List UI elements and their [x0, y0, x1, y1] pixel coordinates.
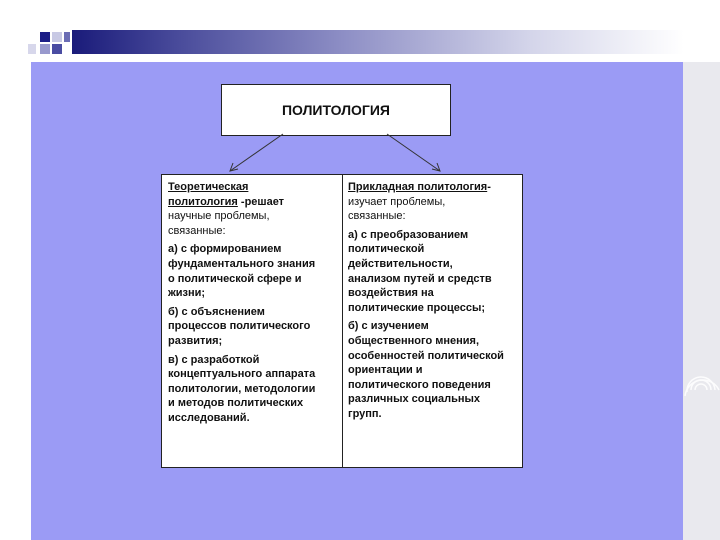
applied-item-a: политической: [348, 243, 425, 256]
theoretical-item-a: фундаментального знания: [168, 257, 316, 270]
applied-heading: Прикладная политология-: [348, 181, 491, 193]
applied-item-b: политического поведения: [348, 378, 491, 391]
applied-item-b: б) с изучением: [348, 320, 429, 333]
applied-item-b: общественного мнения,: [348, 334, 480, 347]
applied-item-b: особенностей политической: [348, 349, 504, 362]
theoretical-heading-line: политология -решает: [168, 195, 285, 208]
theoretical-item-c: исследований.: [168, 411, 250, 424]
right-margin: [683, 62, 720, 540]
decor-square: [52, 44, 62, 54]
applied-item-a: воздействия на: [348, 287, 434, 300]
applied-item-a: анализом путей и средств: [348, 272, 492, 285]
theoretical-intro: связанные:: [168, 224, 226, 237]
applied-item-b: ориентации и: [348, 364, 423, 377]
applied-column: [348, 180, 518, 422]
applied-intro: изучает проблемы,: [348, 195, 446, 208]
diagram-title: [221, 84, 451, 136]
column-divider: [342, 175, 343, 467]
decor-square: [64, 32, 70, 42]
theoretical-item-b: процессов политического: [168, 320, 311, 333]
theoretical-item-a: жизни;: [168, 287, 206, 300]
applied-item-a: действительности,: [348, 257, 453, 270]
theoretical-item-b: б) с объяснением: [168, 305, 265, 318]
theoretical-item-b: развития;: [168, 334, 223, 347]
decor-square: [52, 32, 62, 42]
swirl-decoration: [683, 360, 720, 420]
comparison-table: [161, 174, 523, 468]
theoretical-column: [168, 180, 336, 426]
applied-item-a: а) с преобразованием: [348, 228, 469, 241]
diagram-title-text: ПОЛИТОЛОГИЯ: [281, 102, 390, 118]
applied-item-a: политические процессы;: [348, 301, 486, 314]
applied-item-b: различных социальных: [348, 393, 481, 406]
applied-intro: связанные:: [348, 210, 406, 223]
applied-item-b: групп.: [348, 407, 382, 420]
theoretical-item-a: о политической сфере и: [168, 272, 302, 285]
decor-square: [40, 32, 50, 42]
theoretical-item-c: в) с разработкой: [168, 353, 260, 366]
theoretical-item-c: и методов политических: [168, 397, 304, 410]
decor-square: [28, 44, 36, 54]
theoretical-item-c: политологии, методологии: [168, 382, 316, 395]
theoretical-intro: научные проблемы,: [168, 210, 270, 223]
theoretical-item-a: а) с формированием: [168, 243, 282, 256]
decor-square: [40, 44, 50, 54]
header-gradient-bar: [72, 30, 684, 54]
theoretical-item-c: концептуального аппарата: [168, 368, 316, 381]
theoretical-heading-line: Теоретическая: [168, 181, 249, 193]
